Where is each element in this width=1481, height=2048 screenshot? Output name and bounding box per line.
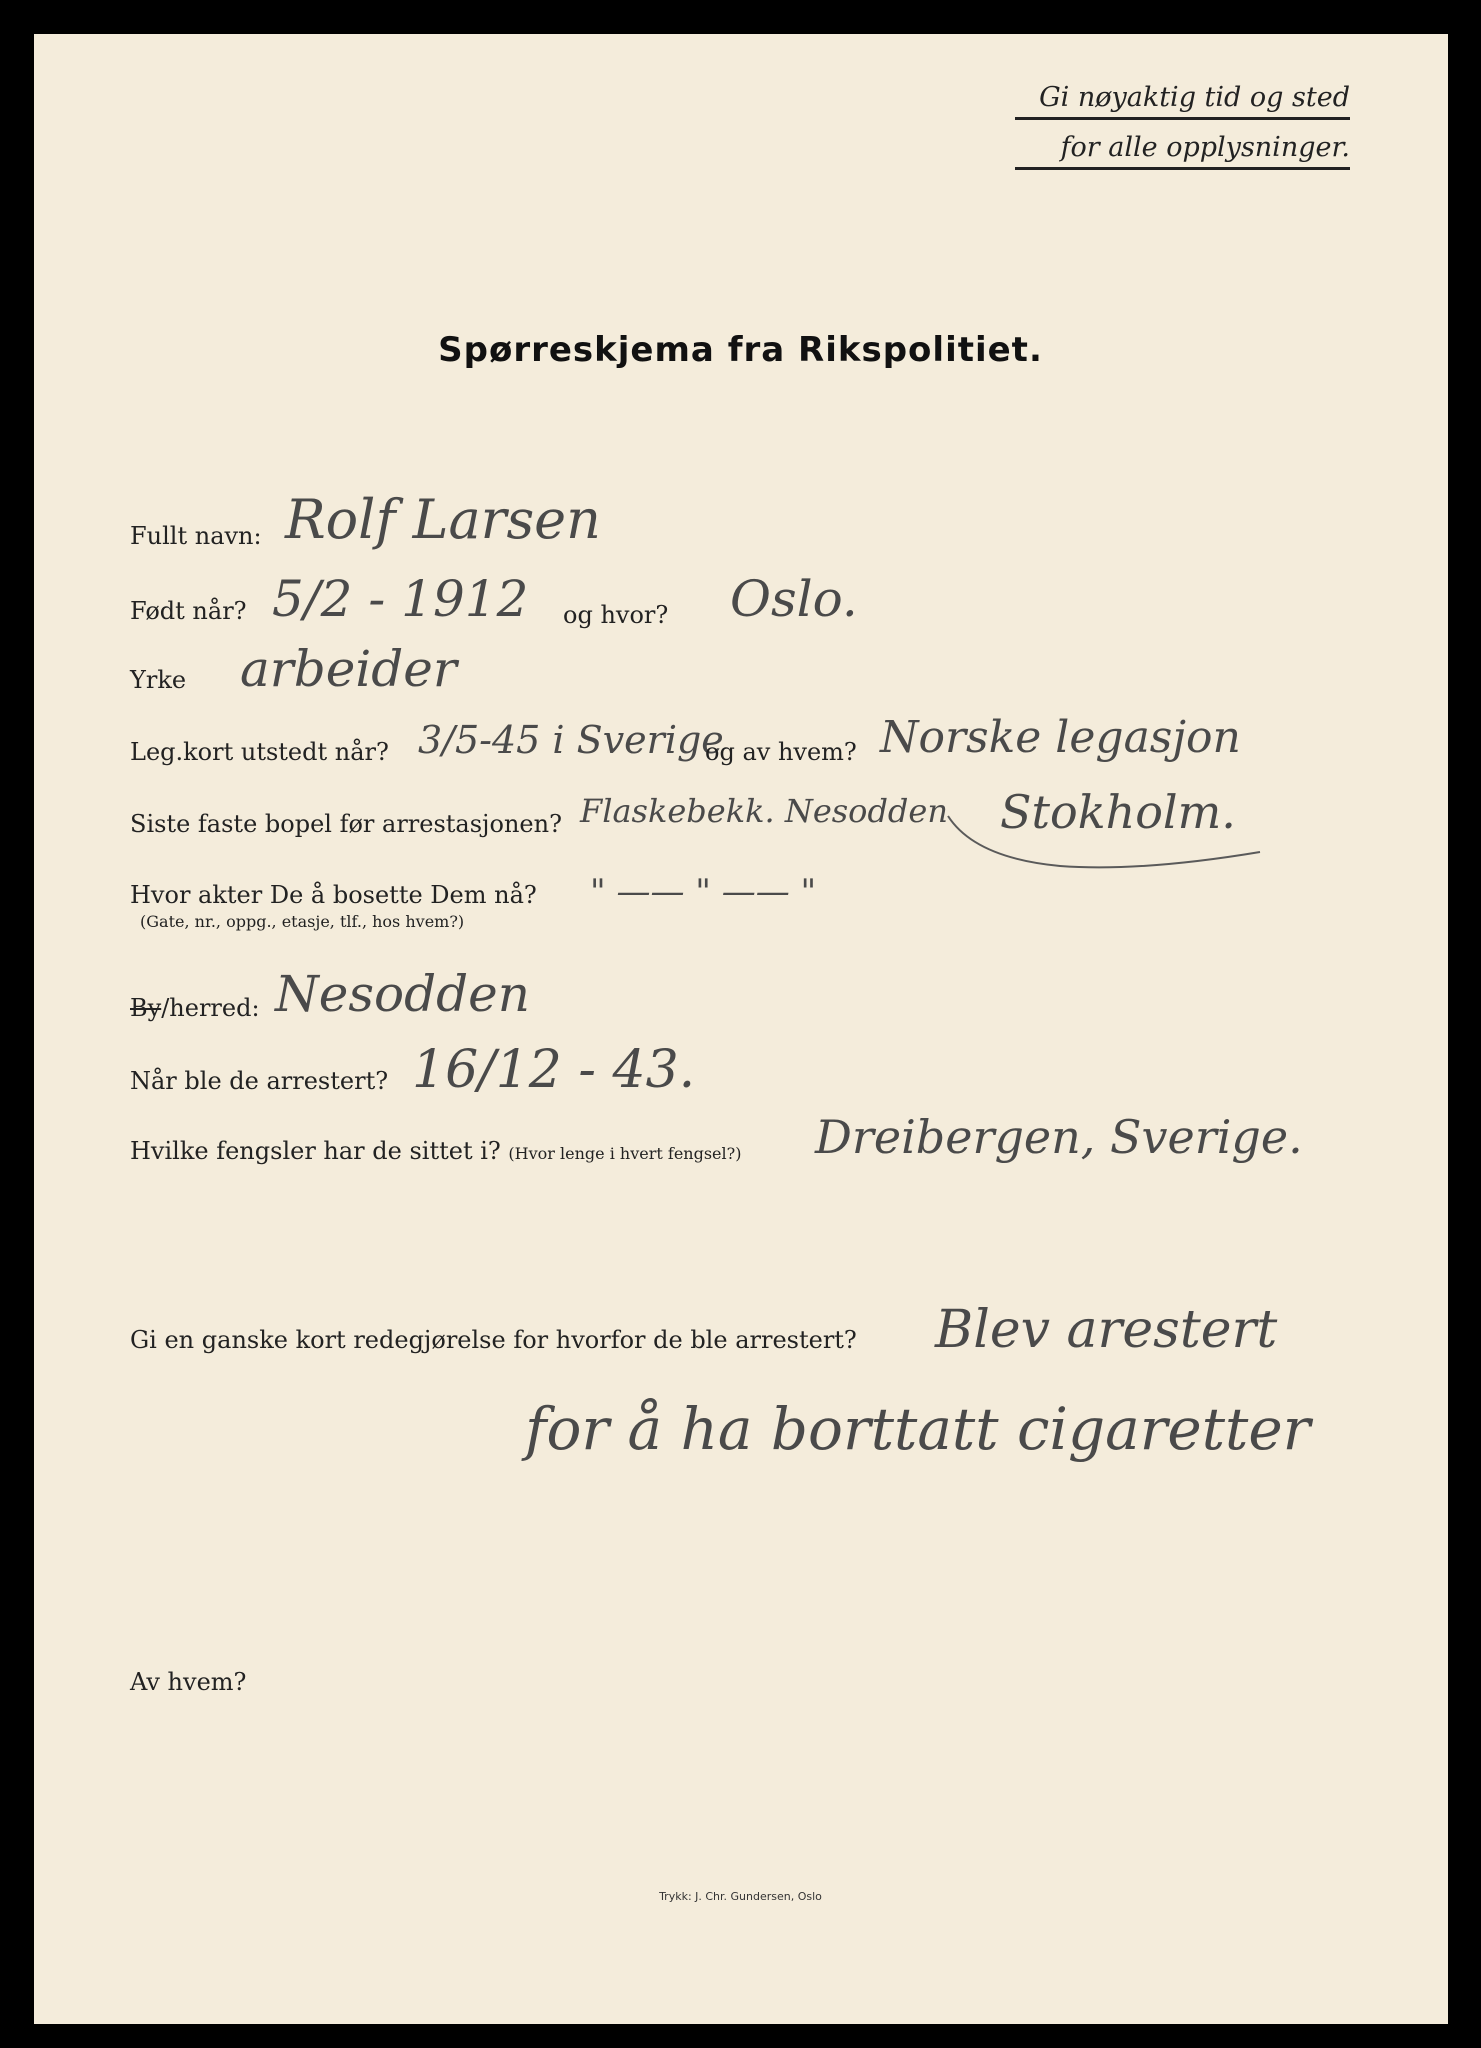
arrest-label: Når ble de arrestert? bbox=[130, 1067, 389, 1095]
by-whom-value: Norske legasjon bbox=[880, 712, 1241, 763]
residence-extra: Stokholm. bbox=[1000, 785, 1236, 839]
reason-label: Gi en ganske kort redegjørelse for hvorfor de ble arrestert? bbox=[130, 1326, 857, 1354]
prisons-value: Dreibergen, Sverige. bbox=[815, 1110, 1303, 1164]
settle-value: " —— " —— " bbox=[590, 872, 817, 912]
legkort-value: 3/5-45 i Sverige bbox=[418, 718, 724, 762]
born-label: Født når? bbox=[130, 597, 247, 625]
name-label: Fullt navn: bbox=[130, 522, 262, 550]
by-whom-label: og av hvem? bbox=[705, 738, 857, 766]
where-label: og hvor? bbox=[563, 601, 669, 629]
instruction-line-1: Gi nøyaktig tid og sted bbox=[1015, 82, 1350, 120]
arrest-value: 16/12 - 43. bbox=[412, 1040, 696, 1100]
municipality-label-rest: /herred: bbox=[161, 994, 260, 1022]
printer-footer: Trykk: J. Chr. Gundersen, Oslo bbox=[659, 1890, 822, 1903]
prisons-label bbox=[130, 1137, 741, 1165]
municipality-value: Nesodden bbox=[275, 965, 530, 1023]
reason-value-line-1: Blev arestert bbox=[935, 1300, 1278, 1360]
instruction-line-2: for alle opplysninger. bbox=[1015, 132, 1350, 170]
residence-label: Siste faste bopel før arrestasjonen? bbox=[130, 810, 562, 838]
legkort-label: Leg.kort utstedt når? bbox=[130, 738, 389, 766]
name-value: Rolf Larsen bbox=[285, 488, 601, 551]
job-label: Yrke bbox=[130, 666, 187, 694]
where-value: Oslo. bbox=[730, 570, 858, 628]
settle-hint: (Gate, nr., oppg., etasje, tlf., hos hvem?) bbox=[140, 912, 465, 931]
municipality-label bbox=[130, 994, 260, 1022]
job-value: arbeider bbox=[240, 640, 457, 698]
reason-value-line-2: for å ha borttatt cigaretter bbox=[525, 1395, 1311, 1463]
prisons-hint: (Hvor lenge i hvert fengsel?) bbox=[508, 1144, 742, 1163]
born-value: 5/2 - 1912 bbox=[272, 570, 529, 628]
by-whom2-label: Av hvem? bbox=[130, 1668, 247, 1696]
settle-label: Hvor akter De å bosette Dem nå? bbox=[130, 881, 537, 909]
form-title: Spørreskjema fra Rikspolitiet. bbox=[438, 330, 1043, 370]
residence-value: Flaskebekk. Nesodden bbox=[580, 792, 948, 830]
municipality-struck-word: By bbox=[130, 994, 162, 1022]
prisons-label-text: Hvilke fengsler har de sittet i? bbox=[130, 1137, 501, 1165]
